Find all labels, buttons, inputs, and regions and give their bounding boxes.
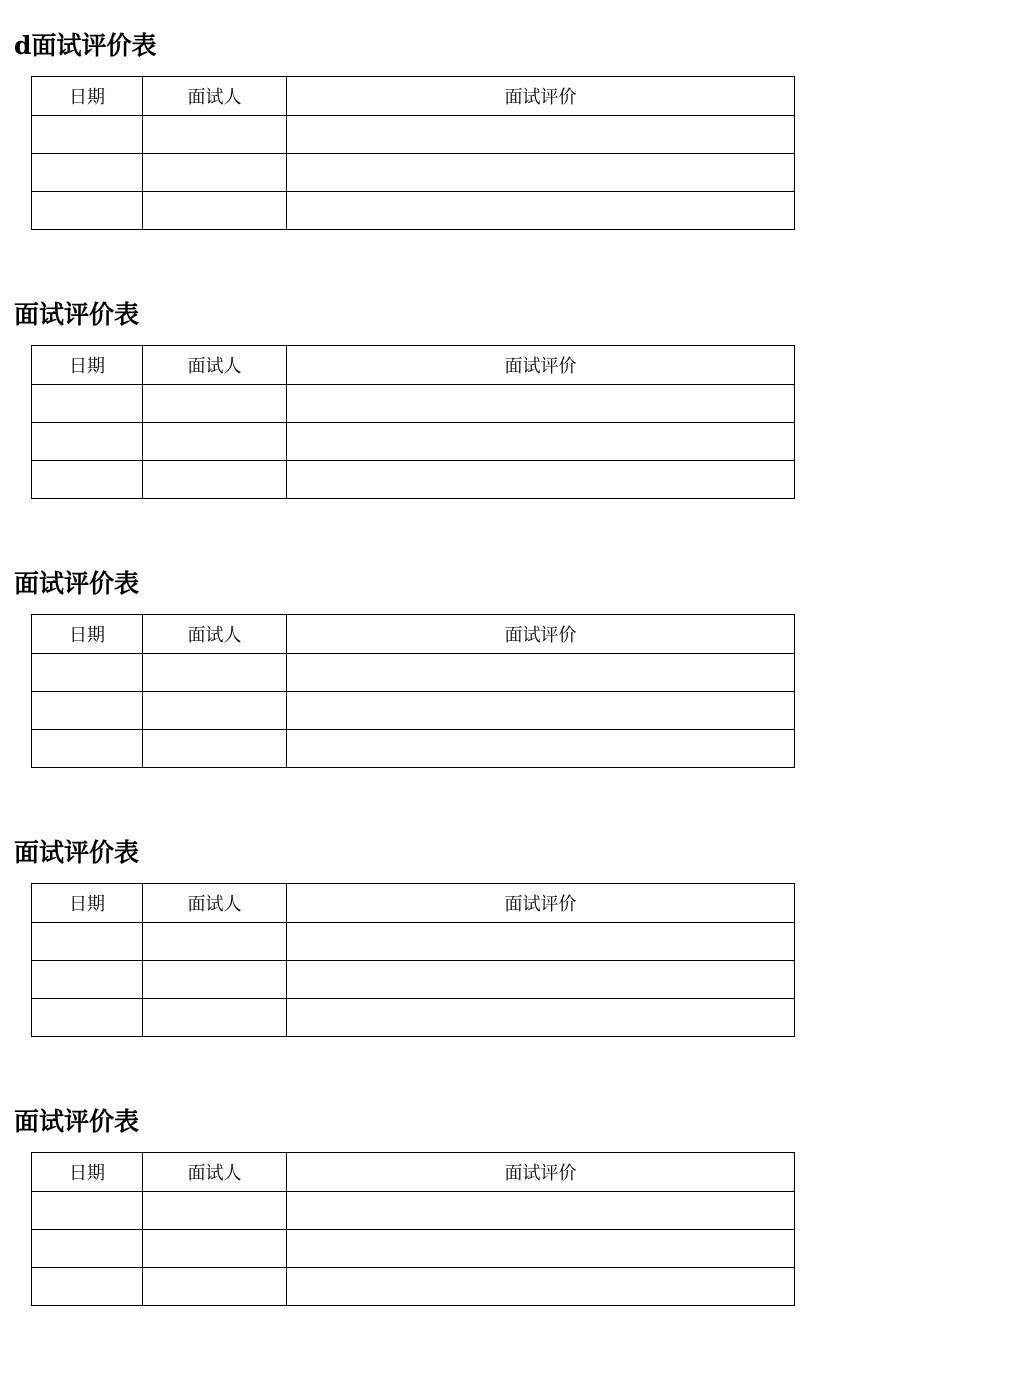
table-header-row xyxy=(32,346,795,385)
evaluation-table xyxy=(31,614,795,768)
evaluation-cell[interactable] xyxy=(287,654,795,692)
interviewer-cell[interactable] xyxy=(143,692,287,730)
header-interviewer: 面试人 xyxy=(143,615,287,654)
date-cell[interactable] xyxy=(32,116,143,154)
header-date: 日期 xyxy=(32,884,143,923)
table-header-row xyxy=(32,615,795,654)
date-cell[interactable] xyxy=(32,961,143,999)
interviewer-cell[interactable] xyxy=(143,654,287,692)
header-evaluation: 面试评价 xyxy=(287,77,795,116)
evaluation-cell[interactable] xyxy=(287,923,795,961)
date-cell[interactable] xyxy=(32,154,143,192)
interviewer-cell[interactable] xyxy=(143,1268,287,1306)
header-evaluation: 面试评价 xyxy=(287,1153,795,1192)
interviewer-cell[interactable] xyxy=(143,961,287,999)
table-row xyxy=(32,1230,795,1268)
date-cell[interactable] xyxy=(32,385,143,423)
interviewer-cell[interactable] xyxy=(143,192,287,230)
evaluation-cell[interactable] xyxy=(287,692,795,730)
table-row xyxy=(32,1268,795,1306)
table-row xyxy=(32,961,795,999)
table-row xyxy=(32,654,795,692)
table-row xyxy=(32,692,795,730)
interviewer-cell[interactable] xyxy=(143,116,287,154)
header-interviewer: 面试人 xyxy=(143,1153,287,1192)
section-title: 面试评价表 xyxy=(14,569,140,598)
evaluation-table xyxy=(31,345,795,499)
header-date: 日期 xyxy=(32,77,143,116)
table-row xyxy=(32,730,795,768)
section-title: d面试评价表 xyxy=(14,31,157,60)
section-title: 面试评价表 xyxy=(14,1107,140,1136)
evaluation-table xyxy=(31,1152,795,1306)
date-cell[interactable] xyxy=(32,923,143,961)
evaluation-cell[interactable] xyxy=(287,999,795,1037)
date-cell[interactable] xyxy=(32,461,143,499)
date-cell[interactable] xyxy=(32,692,143,730)
date-cell[interactable] xyxy=(32,1230,143,1268)
table-row xyxy=(32,154,795,192)
table-row xyxy=(32,116,795,154)
evaluation-cell[interactable] xyxy=(287,1230,795,1268)
interviewer-cell[interactable] xyxy=(143,1230,287,1268)
header-evaluation: 面试评价 xyxy=(287,615,795,654)
header-date: 日期 xyxy=(32,1153,143,1192)
evaluation-table xyxy=(31,76,795,230)
table-row xyxy=(32,1192,795,1230)
interviewer-cell[interactable] xyxy=(143,461,287,499)
interviewer-cell[interactable] xyxy=(143,730,287,768)
interviewer-cell[interactable] xyxy=(143,154,287,192)
interviewer-cell[interactable] xyxy=(143,999,287,1037)
evaluation-cell[interactable] xyxy=(287,423,795,461)
interviewer-cell[interactable] xyxy=(143,423,287,461)
date-cell[interactable] xyxy=(32,654,143,692)
interviewer-cell[interactable] xyxy=(143,1192,287,1230)
table-row xyxy=(32,385,795,423)
header-evaluation: 面试评价 xyxy=(287,884,795,923)
evaluation-cell[interactable] xyxy=(287,154,795,192)
date-cell[interactable] xyxy=(32,423,143,461)
date-cell[interactable] xyxy=(32,730,143,768)
table-row xyxy=(32,461,795,499)
date-cell[interactable] xyxy=(32,1192,143,1230)
evaluation-cell[interactable] xyxy=(287,385,795,423)
date-cell[interactable] xyxy=(32,192,143,230)
date-cell[interactable] xyxy=(32,1268,143,1306)
table-header-row xyxy=(32,884,795,923)
interviewer-cell[interactable] xyxy=(143,923,287,961)
evaluation-cell[interactable] xyxy=(287,192,795,230)
header-date: 日期 xyxy=(32,346,143,385)
header-evaluation: 面试评价 xyxy=(287,346,795,385)
header-interviewer: 面试人 xyxy=(143,346,287,385)
table-row xyxy=(32,192,795,230)
evaluation-cell[interactable] xyxy=(287,730,795,768)
section-title: 面试评价表 xyxy=(14,838,140,867)
table-row xyxy=(32,923,795,961)
table-header-row xyxy=(32,1153,795,1192)
table-row xyxy=(32,999,795,1037)
header-date: 日期 xyxy=(32,615,143,654)
header-interviewer: 面试人 xyxy=(143,77,287,116)
evaluation-cell[interactable] xyxy=(287,461,795,499)
interviewer-cell[interactable] xyxy=(143,385,287,423)
evaluation-cell[interactable] xyxy=(287,961,795,999)
table-header-row xyxy=(32,77,795,116)
section-title: 面试评价表 xyxy=(14,300,140,329)
table-row xyxy=(32,423,795,461)
evaluation-table xyxy=(31,883,795,1037)
evaluation-cell[interactable] xyxy=(287,1192,795,1230)
date-cell[interactable] xyxy=(32,999,143,1037)
header-interviewer: 面试人 xyxy=(143,884,287,923)
evaluation-cell[interactable] xyxy=(287,116,795,154)
evaluation-cell[interactable] xyxy=(287,1268,795,1306)
